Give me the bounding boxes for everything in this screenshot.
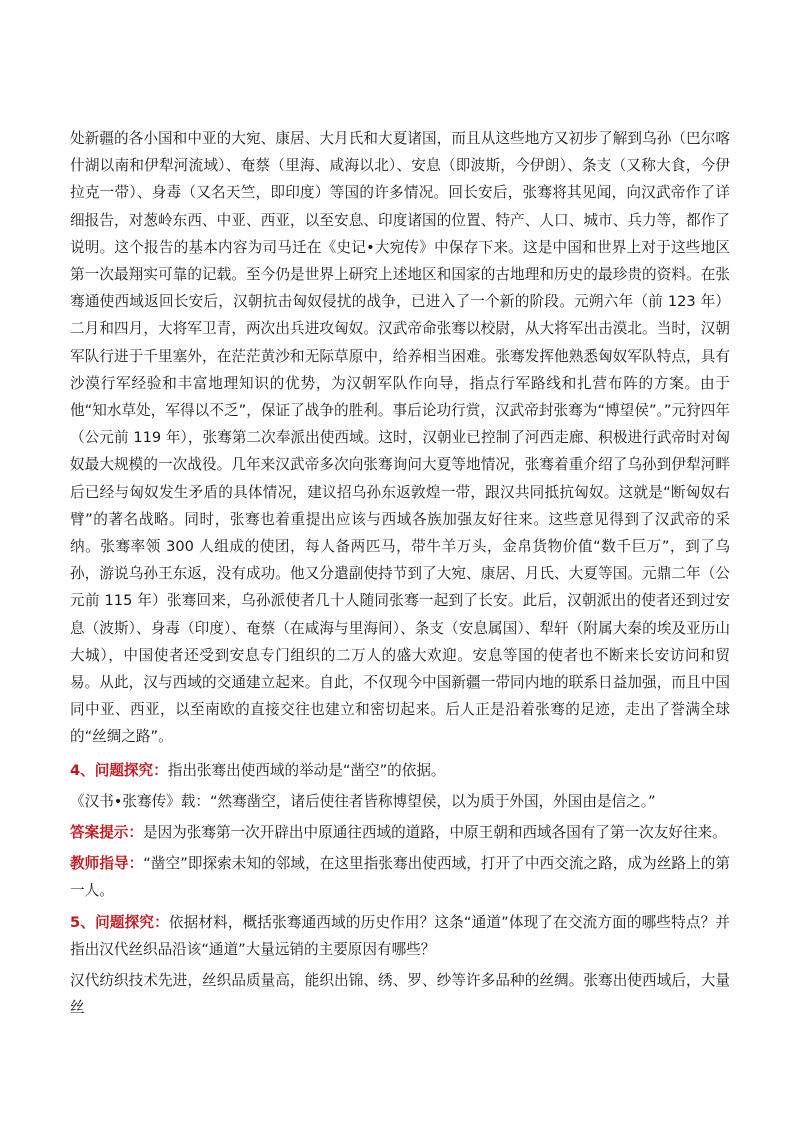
last-paragraph: 汉代纺织技术先进，丝织品质量高，能织出锦、绣、罗、纱等许多品种的丝绸。张骞出使西域后，大量丝	[70, 972, 730, 1017]
answer-hint-label: 答案提示：	[70, 824, 143, 842]
question-4-text: 指出张骞出使西域的举动是“凿空”的依据。	[167, 761, 446, 779]
question-5-text: 依据材料，概括张骞通西域的历史作用？这条“通道”体现了在交流方面的哪些特点？并指出汉代丝织品沿该“通道”大量远销的主要原因有哪些？	[70, 913, 731, 958]
question-4	[70, 757, 730, 784]
answer-hint-text: 是因为张骞第一次开辟出中原通往西域的道路，中原王朝和西域各国有了第一次友好往来。	[142, 824, 727, 842]
teacher-guidance-label: 教师指导：	[70, 855, 144, 873]
answer-hint	[70, 819, 730, 846]
teacher-guidance-text: “凿空”即探索未知的邻域，在这里指张骞出使西域，打开了中西交流之路，成为丝路上的第一人。	[70, 855, 730, 900]
quote-paragraph: 《汉书•张骞传》载：“然骞凿空，诸后使往者皆称博望侯，以为质于外国，外国由是信之。”	[70, 792, 656, 810]
teacher-guidance	[70, 850, 730, 904]
question-5-label: 5、问题探究：	[70, 913, 169, 931]
document-page	[70, 125, 730, 1022]
question-5	[70, 909, 730, 963]
body-paragraph: 处新疆的各小国和中亚的大宛、康居、大月氏和大夏诸国，而且从这些地方又初步了解到乌孙（巴尔喀什湖以南和伊犁河流域）、奄蔡（里海、咸海以北）、安息（即波斯，今伊朗）、条支（又称大食，今伊拉克一带）、身毒（又名天竺，即印度）等国的许多情况。回长安后，张骞将其见闻，向汉武帝作了详细报告，对葱岭东西、中亚、西亚，以至安息、印度诸国的位置、特产、人口、城市、兵力等，都作了说明。这个报告的基本内容为司马迁在《史记•大宛传》中保存下来。这是中国和世界上对于这些地区第一次最翔实可靠的记载。至今仍是世界上研究上述地区和国家的古地理和历史的最珍贵的资料。在张骞通使西域返回长安后，汉朝抗击匈奴侵扰的战争，已进入了一个新的阶段。元朔六年（前 123 年）二月和四月，大将军卫青，两次出兵进攻匈奴。汉武帝命张骞以校尉，从大将军出击漠北。当时，汉朝军队行进于千里塞外，在茫茫黄沙和无际草原中，给养相当困难。张骞发挥他熟悉匈奴军队特点，具有沙漠行军经验和丰富地理知识的优势，为汉朝军队作向导，指点行军路线和扎营布阵的方案。由于他“知水草处，军得以不乏”，保证了战争的胜利。事后论功行赏，汉武帝封张骞为“博望侯”。”元狩四年（公元前 119 年），张骞第二次奉派出使西域。这时，汉朝业已控制了河西走廊、积极进行武帝时对匈奴最大规模的一次战役。几年来汉武帝多次向张骞询问大夏等地情况，张骞着重介绍了乌孙到伊犁河畔后已经与匈奴发生矛盾的具体情况，建议招乌孙东返敦煌一带，跟汉共同抵抗匈奴。这就是“断匈奴右臂”的著名战略。同时，张骞也着重提出应该与西域各族加强友好往来。这些意见得到了汉武帝的采纳。张骞率领 300 人组成的使团，每人备两匹马，带牛羊万头，金帛货物价值“数千巨万”，到了乌孙，游说乌孙王东返，没有成功。他又分遣副使持节到了大宛、康居、月氏、大夏等国。元鼎二年（公元前 115 年）张骞回来，乌孙派使者几十人随同张骞一起到了长安。此后，汉朝派出的使者还到过安息（波斯）、身毒（印度）、奄蔡（在咸海与里海间）、条支（安息属国）、犁轩（附属大秦的埃及亚历山大城），中国使者还受到安息专门组织的二万人的盛大欢迎。安息等国的使者也不断来长安访问和贸易。从此，汉与西域的交通建立起来。自此，不仅现今中国新疆一带同内地的联系日益加强，而且中国同中亚、西亚，以至南欧的直接交往也建立和密切起来。后人正是沿着张骞的足迹，走出了誉满全球的“丝绸之路”。	[70, 130, 730, 746]
question-4-label: 4、问题探究：	[70, 761, 168, 779]
